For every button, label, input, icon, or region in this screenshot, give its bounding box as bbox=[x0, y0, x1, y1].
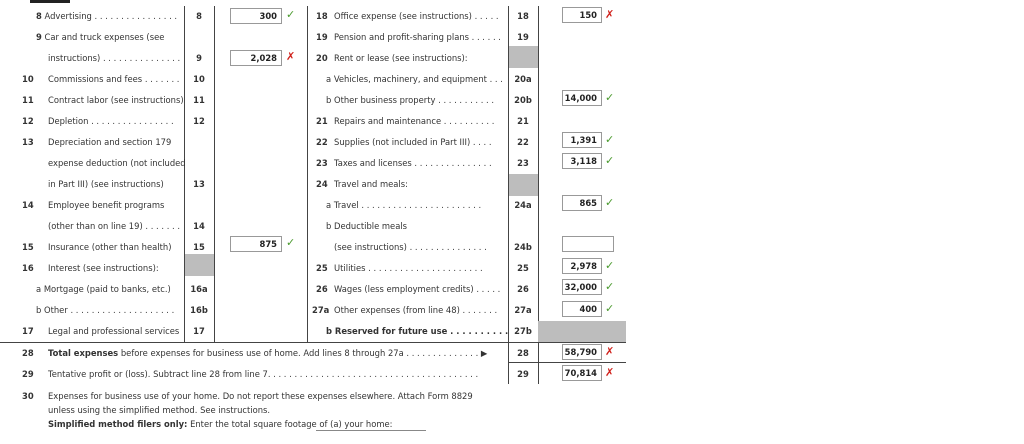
line-18-num: 18 bbox=[316, 11, 328, 21]
line-29-number: 29 bbox=[517, 369, 529, 379]
top-bar bbox=[30, 0, 70, 3]
line-20b-number: 20b bbox=[514, 95, 532, 105]
line-27a-input[interactable]: 400 bbox=[562, 301, 602, 317]
line-27a-label: Other expenses (from line 48) . . . . . . . bbox=[334, 305, 498, 315]
line-24-num: 24 bbox=[316, 179, 328, 189]
line-18-label: Office expense (see instructions) . . . . . bbox=[334, 11, 499, 21]
line-16-label: Interest (see instructions): bbox=[48, 263, 159, 273]
line-22-number: 22 bbox=[517, 137, 529, 147]
line-16-num: 16 bbox=[22, 263, 34, 273]
line-12-number: 12 bbox=[193, 116, 205, 126]
line-30-simplified-label: Simplified method filers only: Enter the total square footage of (a) your home: bbox=[48, 419, 393, 429]
line-21-label: Repairs and maintenance . . . . . . . . . . bbox=[334, 116, 495, 126]
line-24a-label: a Travel . . . . . . . . . . . . . . . . . . . . . . . bbox=[326, 200, 482, 210]
line-13-label-cont: expense deduction (not included bbox=[48, 158, 186, 168]
line-27b-number: 27b bbox=[514, 326, 532, 336]
line-26-num: 26 bbox=[316, 284, 328, 294]
line-10-num: 10 bbox=[22, 74, 34, 84]
line-17-label: Legal and professional services bbox=[48, 326, 180, 336]
line-27b-label: b Reserved for future use . . . . . . . . . . bbox=[326, 326, 509, 336]
line-30-label-cont: unless using the simplified method. See instructions. bbox=[48, 405, 271, 415]
line-22-input[interactable]: 1,391 bbox=[562, 132, 602, 148]
line-24b-number: 24b bbox=[514, 242, 532, 252]
line-24-label: Travel and meals: bbox=[334, 179, 408, 189]
correct-check-icon: ✓ bbox=[605, 91, 615, 104]
line-9-label-cont: instructions) . . . . . . . . . . . . . . . bbox=[48, 53, 181, 63]
line-13-number: 13 bbox=[193, 179, 205, 189]
line-29-label: Tentative profit or (loss). Subtract line 28 from line 7. . . . . . . . . . . . . . . . . . . . . . . . . . . . . . . . . . . . . . . . bbox=[48, 369, 479, 379]
line-8-input[interactable]: 300 bbox=[230, 8, 282, 24]
incorrect-x-icon: ✗ bbox=[605, 366, 615, 379]
correct-check-icon: ✓ bbox=[286, 8, 296, 21]
line-12-label: Depletion . . . . . . . . . . . . . . . . bbox=[48, 116, 174, 126]
line-22-label: Supplies (not included in Part III) . . . . bbox=[334, 137, 492, 147]
line-20-label: Rent or lease (see instructions): bbox=[334, 53, 468, 63]
correct-check-icon: ✓ bbox=[605, 302, 615, 315]
line-26-number: 26 bbox=[517, 284, 529, 294]
shaded-cell bbox=[509, 174, 538, 196]
line-30-num: 30 bbox=[22, 391, 34, 401]
line-16a-number: 16a bbox=[190, 284, 208, 294]
line-13-label: Depreciation and section 179 bbox=[48, 137, 172, 147]
line-21-number: 21 bbox=[517, 116, 529, 126]
line-26-input[interactable]: 32,000 bbox=[562, 279, 602, 295]
line-29-num: 29 bbox=[22, 369, 34, 379]
divider bbox=[214, 6, 215, 342]
correct-check-icon: ✓ bbox=[605, 154, 615, 167]
line-15-number: 15 bbox=[193, 242, 205, 252]
line-20-num: 20 bbox=[316, 53, 328, 63]
line-12-num: 12 bbox=[22, 116, 34, 126]
line-13-num: 13 bbox=[22, 137, 34, 147]
line-19-number: 19 bbox=[517, 32, 529, 42]
line-11-number: 11 bbox=[193, 95, 205, 105]
shaded-cell bbox=[185, 254, 214, 276]
line-23-number: 23 bbox=[517, 158, 529, 168]
line-26-label: Wages (less employment credits) . . . . . bbox=[334, 284, 501, 294]
divider bbox=[307, 6, 308, 342]
line-24b-label: b Deductible meals bbox=[326, 221, 408, 231]
line-21-num: 21 bbox=[316, 116, 328, 126]
line-28-input[interactable]: 58,790 bbox=[562, 344, 602, 360]
line-9-number: 9 bbox=[196, 53, 202, 63]
correct-check-icon: ✓ bbox=[605, 133, 615, 146]
divider bbox=[508, 362, 626, 363]
line-28-num: 28 bbox=[22, 348, 34, 358]
line-28-number: 28 bbox=[517, 348, 529, 358]
correct-check-icon: ✓ bbox=[286, 236, 296, 249]
correct-check-icon: ✓ bbox=[605, 259, 615, 272]
line-25-number: 25 bbox=[517, 263, 529, 273]
line-10-label: Commissions and fees . . . . . . . bbox=[48, 74, 180, 84]
line-17-number: 17 bbox=[193, 326, 205, 336]
incorrect-x-icon: ✗ bbox=[286, 50, 296, 63]
line-24a-input[interactable]: 865 bbox=[562, 195, 602, 211]
line-15-input[interactable]: 875 bbox=[230, 236, 282, 252]
line-15-label: Insurance (other than health) bbox=[48, 242, 172, 252]
line-23-input[interactable]: 3,118 bbox=[562, 153, 602, 169]
incorrect-x-icon: ✗ bbox=[605, 8, 615, 21]
line-20b-input[interactable]: 14,000 bbox=[562, 90, 602, 106]
correct-check-icon: ✓ bbox=[605, 280, 615, 293]
line-14-num: 14 bbox=[22, 200, 34, 210]
divider bbox=[0, 342, 626, 343]
line-20a-label: a Vehicles, machinery, and equipment . . . bbox=[326, 74, 503, 84]
line-20b-label: b Other business property . . . . . . . . . . . bbox=[326, 95, 495, 105]
correct-check-icon: ✓ bbox=[605, 196, 615, 209]
line-16b-label: b Other . . . . . . . . . . . . . . . . . . . . bbox=[36, 305, 175, 315]
line-19-num: 19 bbox=[316, 32, 328, 42]
line-11-num: 11 bbox=[22, 95, 34, 105]
line-20a-number: 20a bbox=[514, 74, 532, 84]
line-11-label: Contract labor (see instructions) bbox=[48, 95, 184, 105]
incorrect-x-icon: ✗ bbox=[605, 345, 615, 358]
line-25-input[interactable]: 2,978 bbox=[562, 258, 602, 274]
line-15-num: 15 bbox=[22, 242, 34, 252]
line-9-label: 9 Car and truck expenses (see bbox=[36, 32, 165, 42]
line-23-label: Taxes and licenses . . . . . . . . . . . . . . . bbox=[334, 158, 492, 168]
line-8-label: 8 Advertising . . . . . . . . . . . . . . . . bbox=[36, 11, 178, 21]
line-17-num: 17 bbox=[22, 326, 34, 336]
line-14-label: Employee benefit programs bbox=[48, 200, 165, 210]
line-27a-num: 27a bbox=[312, 305, 330, 315]
line-16a-label: a Mortgage (paid to banks, etc.) bbox=[36, 284, 171, 294]
line-24b-label-cont: (see instructions) . . . . . . . . . . . . . . . bbox=[334, 242, 487, 252]
line-25-label: Utilities . . . . . . . . . . . . . . . . . . . . . . bbox=[334, 263, 483, 273]
line-29-input[interactable]: 70,814 bbox=[562, 365, 602, 381]
line-14-number: 14 bbox=[193, 221, 205, 231]
line-8-number: 8 bbox=[196, 11, 202, 21]
line-14-label-cont: (other than on line 19) . . . . . . . bbox=[48, 221, 181, 231]
line-24a-number: 24a bbox=[514, 200, 532, 210]
shaded-cell bbox=[538, 321, 626, 342]
line-30-label: Expenses for business use of your home. Do not report these expenses elsewhere. Attach Form 8829 bbox=[48, 391, 473, 401]
line-28-label: Total expenses before expenses for business use of home. Add lines 8 through 27a . . . . . . . . . . . . . . ▶ bbox=[48, 348, 488, 358]
line-25-num: 25 bbox=[316, 263, 328, 273]
line-13-label-cont2: in Part III) (see instructions) bbox=[48, 179, 164, 189]
line-23-num: 23 bbox=[316, 158, 328, 168]
home-footage-input[interactable] bbox=[316, 430, 426, 431]
line-19-label: Pension and profit-sharing plans . . . . . . bbox=[334, 32, 501, 42]
line-18-input[interactable]: 150 bbox=[562, 7, 602, 23]
line-10-number: 10 bbox=[193, 74, 205, 84]
line-16b-number: 16b bbox=[190, 305, 208, 315]
shaded-cell bbox=[509, 46, 538, 68]
line-27a-number: 27a bbox=[514, 305, 532, 315]
line-22-num: 22 bbox=[316, 137, 328, 147]
line-9-input[interactable]: 2,028 bbox=[230, 50, 282, 66]
line-24b-input[interactable] bbox=[562, 236, 614, 252]
line-18-number: 18 bbox=[517, 11, 529, 21]
